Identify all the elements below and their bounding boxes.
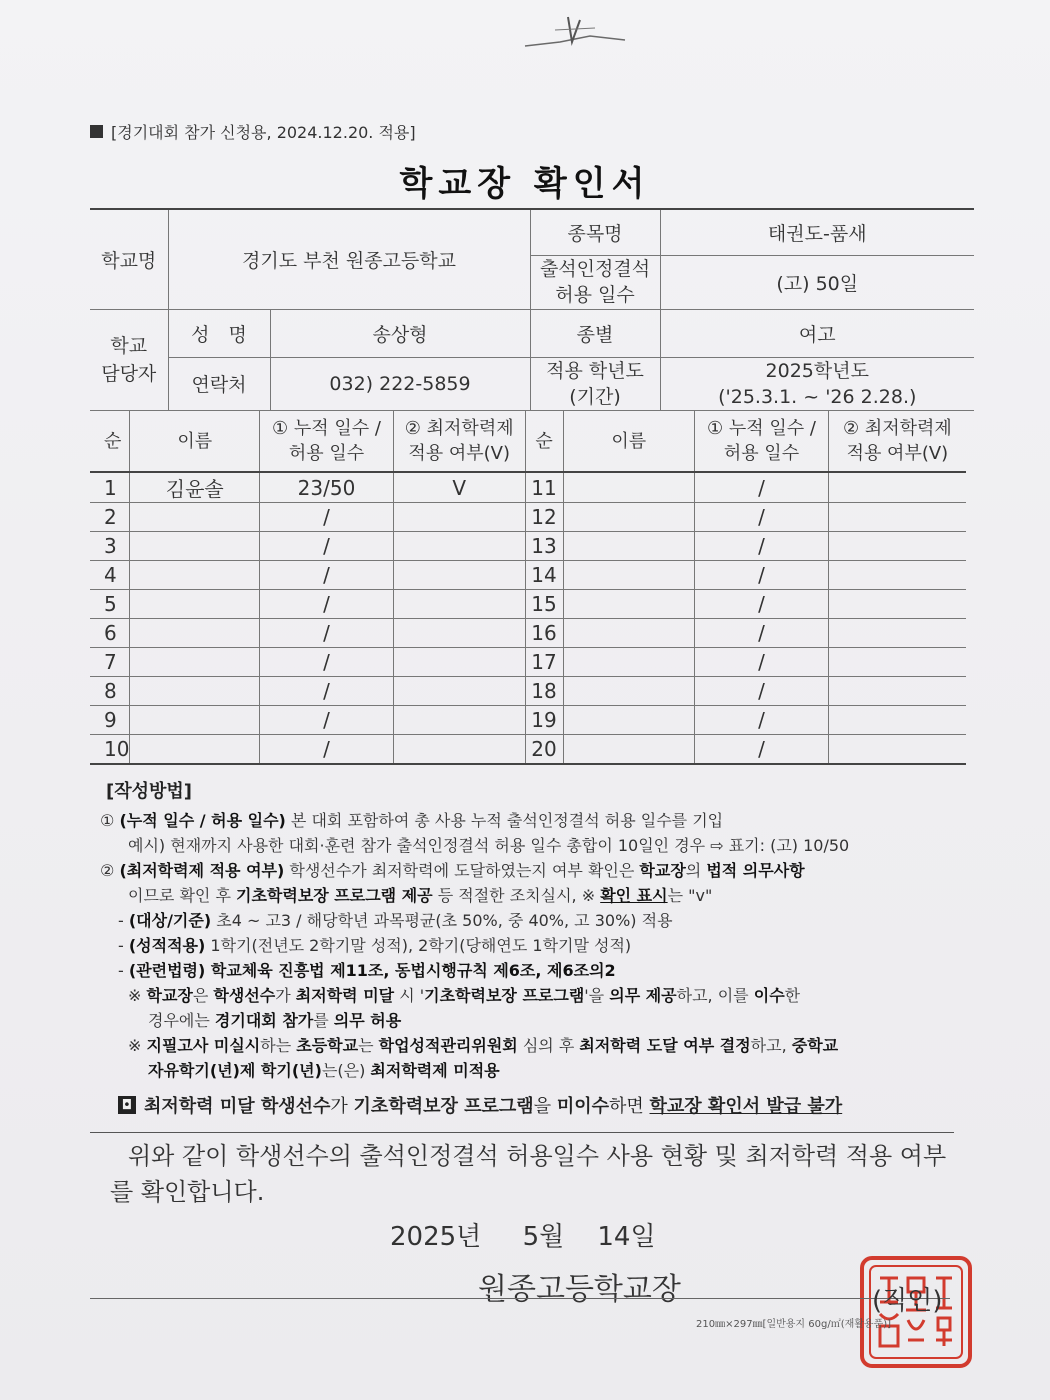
table-row bbox=[90, 590, 966, 619]
allowed-days-label bbox=[530, 255, 660, 309]
cell-name bbox=[563, 532, 695, 561]
allowed-days-label-line1: 출석인정결석 bbox=[539, 258, 651, 280]
confirmation-text: 위와 같이 학생선수의 출석인정결석 허용일수 사용 현황 및 최저학력 적용 여부를 확인합니다. bbox=[110, 1142, 947, 1206]
cell-check bbox=[828, 677, 966, 706]
guide-line: 경우에는 경기대회 참가를 의무 허용 bbox=[148, 1011, 402, 1030]
divider bbox=[90, 1298, 950, 1299]
cell-name bbox=[563, 677, 695, 706]
cell-no: 18 bbox=[525, 677, 563, 706]
table-row bbox=[90, 561, 966, 590]
year-value-line1: 2025학년도 bbox=[765, 359, 869, 382]
cell-name bbox=[130, 735, 260, 765]
square-bullet-icon bbox=[90, 125, 103, 138]
table-row bbox=[90, 472, 966, 503]
year-value-line2: ('25.3.1. ~ '26 2.28.) bbox=[718, 385, 917, 408]
header-name: 이름 bbox=[563, 411, 695, 473]
table-body bbox=[90, 472, 966, 764]
cell-check bbox=[393, 648, 525, 677]
date-year: 2025년 bbox=[390, 1222, 482, 1252]
cell-days: / bbox=[260, 532, 394, 561]
header-min-line1: ② 최저학력제 bbox=[404, 418, 514, 439]
cell-name bbox=[563, 590, 695, 619]
guide-title: [작성방법] bbox=[106, 781, 193, 802]
cell-name bbox=[130, 677, 260, 706]
header-min-line1: ② 최저학력제 bbox=[842, 418, 952, 439]
table-row bbox=[90, 532, 966, 561]
cell-check bbox=[393, 619, 525, 648]
table-row bbox=[90, 706, 966, 735]
cell-name bbox=[130, 619, 260, 648]
cell-days: / bbox=[260, 590, 394, 619]
category-value: 여고 bbox=[660, 309, 974, 357]
cell-check bbox=[393, 590, 525, 619]
cell-name bbox=[130, 706, 260, 735]
header-days-line2: 허용 일수 bbox=[288, 443, 365, 464]
contact-label: 연락처 bbox=[168, 357, 270, 410]
cell-check bbox=[828, 503, 966, 532]
cell-check bbox=[828, 532, 966, 561]
cell-no: 19 bbox=[525, 706, 563, 735]
cell-days: / bbox=[695, 590, 829, 619]
cell-no: 1 bbox=[90, 472, 130, 503]
cell-check bbox=[828, 590, 966, 619]
cell-no: 10 bbox=[90, 735, 130, 765]
cell-no: 3 bbox=[90, 532, 130, 561]
cell-days: / bbox=[260, 619, 394, 648]
cell-no: 7 bbox=[90, 648, 130, 677]
contact-value: 032) 222-5859 bbox=[270, 357, 530, 410]
issue-date bbox=[390, 1216, 656, 1253]
cell-name bbox=[563, 619, 695, 648]
category-label: 종별 bbox=[530, 309, 660, 357]
header-days-line2: 허용 일수 bbox=[723, 443, 800, 464]
cell-days: / bbox=[260, 735, 394, 765]
header-days-line1: ① 누적 일수 / bbox=[707, 418, 816, 439]
cell-no: 9 bbox=[90, 706, 130, 735]
year-value bbox=[660, 357, 974, 410]
cell-days: / bbox=[695, 503, 829, 532]
table-header-row bbox=[90, 411, 966, 473]
cell-days: / bbox=[260, 677, 394, 706]
cell-check bbox=[828, 706, 966, 735]
table-row bbox=[90, 648, 966, 677]
guide-line: ② (최저학력제 적용 여부) 학생선수가 최저학력에 도달하였는지 여부 확인은 학교장의 법적 의무사항 bbox=[100, 861, 805, 880]
cell-no: 17 bbox=[525, 648, 563, 677]
cell-no: 13 bbox=[525, 532, 563, 561]
guide-line: ※ 지필고사 미실시하는 초등학교는 학업성적관리위원회 심의 후 최저학력 도달 여부 결정하고, 중학교 bbox=[128, 1036, 839, 1055]
cell-check bbox=[828, 735, 966, 765]
warning-callout: ◘ 최저학력 미달 학생선수가 기초학력보장 프로그램을 미이수하면 학교장 확인서 발급 불가 bbox=[118, 1092, 842, 1118]
date-month: 5월 bbox=[522, 1222, 565, 1252]
cell-days: / bbox=[695, 706, 829, 735]
cell-name bbox=[130, 590, 260, 619]
table-row bbox=[90, 677, 966, 706]
allowed-days-label-line2: 허용 일수 bbox=[555, 284, 635, 306]
cell-no: 4 bbox=[90, 561, 130, 590]
cell-no: 15 bbox=[525, 590, 563, 619]
cell-name bbox=[563, 561, 695, 590]
cell-name bbox=[130, 561, 260, 590]
guide-line: - (대상/기준) 초4 ~ 고3 / 해당학년 과목평균(초 50%, 중 40%, 고 30%) 적용 bbox=[118, 911, 673, 930]
cell-check bbox=[828, 619, 966, 648]
cell-check bbox=[393, 706, 525, 735]
year-label-line2: (기간) bbox=[569, 385, 621, 408]
header-min-line2: 적용 여부(V) bbox=[846, 443, 949, 464]
cell-check bbox=[393, 561, 525, 590]
cell-no: 12 bbox=[525, 503, 563, 532]
cell-days: / bbox=[695, 472, 829, 503]
guide-line: ① (누적 일수 / 허용 일수) 본 대회 포함하여 총 사용 누적 출석인정결석 허용 일수를 기입 bbox=[100, 811, 724, 830]
manager-label bbox=[90, 309, 168, 410]
guide-line: - (관련법령) 학교체육 진흥법 제11조, 동법시행규칙 제6조, 제6조의2 bbox=[118, 961, 616, 980]
manager-label-line2: 담당자 bbox=[101, 362, 157, 385]
school-value: 경기도 부천 원종고등학교 bbox=[168, 209, 530, 309]
guide-line: 이므로 확인 후 기초학력보장 프로그램 제공 등 적절한 조치실시, ※ 확인 표시는 "v" bbox=[128, 886, 713, 905]
seal-label: (직인) bbox=[872, 1286, 943, 1316]
cell-days: / bbox=[695, 648, 829, 677]
school-label: 학교명 bbox=[90, 209, 168, 309]
cell-no: 14 bbox=[525, 561, 563, 590]
cell-days: / bbox=[260, 706, 394, 735]
header-days bbox=[260, 411, 394, 473]
cell-check: V bbox=[393, 472, 525, 503]
cell-no: 6 bbox=[90, 619, 130, 648]
year-label-line1: 적용 학년도 bbox=[546, 359, 644, 382]
table-row bbox=[90, 619, 966, 648]
cell-name bbox=[130, 648, 260, 677]
header-name: 이름 bbox=[130, 411, 260, 473]
cell-days: / bbox=[695, 677, 829, 706]
date-day: 14일 bbox=[597, 1222, 656, 1252]
header-min bbox=[393, 411, 525, 473]
cell-days: / bbox=[260, 561, 394, 590]
header-days-line1: ① 누적 일수 / bbox=[272, 418, 381, 439]
cell-days: / bbox=[260, 648, 394, 677]
allowed-days-value: (고) 50일 bbox=[660, 255, 974, 309]
header-no: 순 bbox=[525, 411, 563, 473]
cell-no: 5 bbox=[90, 590, 130, 619]
cell-no: 8 bbox=[90, 677, 130, 706]
cell-days: / bbox=[695, 532, 829, 561]
guide-line: - (성적적용) 1학기(전년도 2학기말 성적), 2학기(당해연도 1학기말 성적) bbox=[118, 936, 632, 955]
form-note-text: [경기대회 참가 신청용, 2024.12.20. 적용] bbox=[111, 123, 416, 142]
cell-name bbox=[130, 503, 260, 532]
cell-no: 16 bbox=[525, 619, 563, 648]
cell-name bbox=[563, 735, 695, 765]
table-row bbox=[90, 735, 966, 765]
guide-line: ※ 학교장은 학생선수가 최저학력 미달 시 '기초학력보장 프로그램'을 의무 제공하고, 이를 이수한 bbox=[128, 986, 801, 1005]
cell-days: / bbox=[260, 503, 394, 532]
cell-days: 23/50 bbox=[260, 472, 394, 503]
info-table bbox=[90, 208, 974, 411]
cell-days: / bbox=[695, 735, 829, 765]
cell-no: 20 bbox=[525, 735, 563, 765]
tape-mark bbox=[520, 12, 630, 52]
cell-name bbox=[563, 648, 695, 677]
cell-name bbox=[130, 532, 260, 561]
cell-check bbox=[828, 472, 966, 503]
name-value: 송상형 bbox=[270, 309, 530, 357]
event-label: 종목명 bbox=[530, 209, 660, 255]
principal-name: 원종고등학교장 bbox=[478, 1272, 681, 1307]
header-days bbox=[695, 411, 829, 473]
cell-check bbox=[828, 561, 966, 590]
header-min-line2: 적용 여부(V) bbox=[408, 443, 511, 464]
year-label bbox=[530, 357, 660, 410]
guide-line: 예시) 현재까지 사용한 대회·훈련 참가 출석인정결석 허용 일수 총합이 10일인 경우 ⇨ 표기: (고) 10/50 bbox=[128, 836, 850, 855]
guide-line: 자유학기(년)제 학기(년)는(은) 최저학력제 미적용 bbox=[148, 1061, 500, 1080]
cell-check bbox=[828, 648, 966, 677]
cell-no: 11 bbox=[525, 472, 563, 503]
student-table bbox=[90, 410, 966, 765]
cell-check bbox=[393, 735, 525, 765]
name-label: 성 명 bbox=[168, 309, 270, 357]
table-row bbox=[90, 503, 966, 532]
manager-label-line1: 학교 bbox=[110, 334, 148, 357]
cell-name bbox=[563, 706, 695, 735]
cell-name: 김윤솔 bbox=[130, 472, 260, 503]
cell-no: 2 bbox=[90, 503, 130, 532]
event-value: 태권도-품새 bbox=[660, 209, 974, 255]
paper-spec: 210㎜×297㎜[일반용지 60g/㎡(재활용품)] bbox=[696, 1319, 892, 1330]
cell-check bbox=[393, 503, 525, 532]
cell-days: / bbox=[695, 619, 829, 648]
document-title: 학교장 확인서 bbox=[399, 164, 651, 204]
cell-check bbox=[393, 677, 525, 706]
form-note bbox=[90, 120, 416, 143]
header-no: 순 bbox=[90, 411, 130, 473]
cell-name bbox=[563, 472, 695, 503]
cell-name bbox=[563, 503, 695, 532]
divider bbox=[90, 1132, 954, 1133]
guide-section bbox=[100, 808, 970, 1083]
cell-days: / bbox=[695, 561, 829, 590]
header-min bbox=[828, 411, 966, 473]
cell-check bbox=[393, 532, 525, 561]
arrow-box-icon: ◘ bbox=[118, 1096, 136, 1114]
